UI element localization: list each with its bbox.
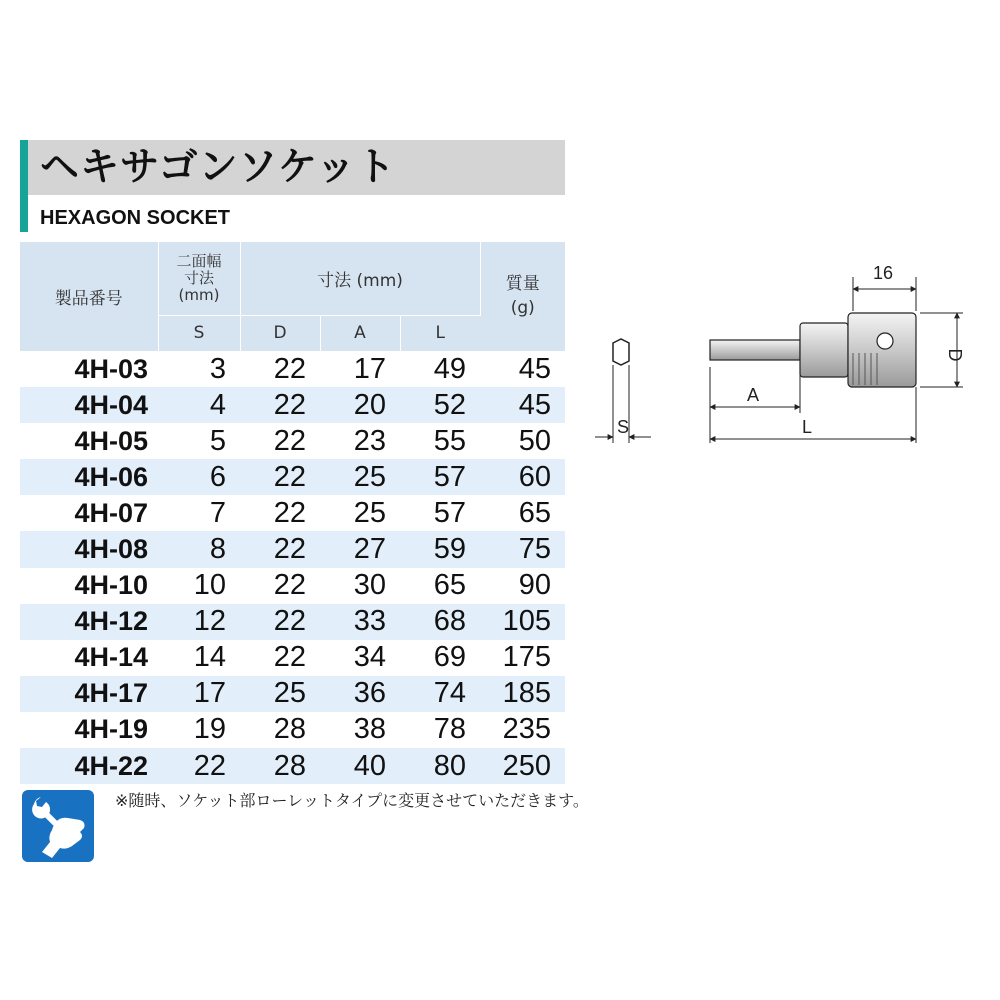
cell-d: 22 <box>240 531 320 567</box>
table-row <box>20 387 565 423</box>
cell-mass: 45 <box>480 387 565 423</box>
cell-d: 22 <box>240 604 320 640</box>
cell-s: 17 <box>158 676 240 712</box>
table-row <box>20 568 565 604</box>
header-width-across: 二面幅 寸法 (mm) <box>158 242 240 315</box>
header-a: A <box>320 315 400 351</box>
cell-s: 14 <box>193 641 226 674</box>
cell-l: 57 <box>400 459 480 495</box>
header-l: L <box>400 315 480 351</box>
header-s: S <box>158 315 240 351</box>
cell-d: 22 <box>240 387 320 423</box>
cell-s: 10 <box>193 569 226 602</box>
cell-a: 38 <box>353 713 386 746</box>
cell-mass: 50 <box>518 424 552 457</box>
title-accent-bar <box>20 140 28 232</box>
cell-l: 57 <box>433 496 467 529</box>
cell-a: 17 <box>353 352 386 385</box>
cell-s: 22 <box>158 748 240 784</box>
cell-l: 68 <box>400 604 480 640</box>
hex-end-view <box>595 339 651 443</box>
cell-a: 30 <box>353 569 386 602</box>
cell-d: 22 <box>273 641 306 674</box>
cell-d: 28 <box>273 713 306 746</box>
label-s: S <box>616 417 630 437</box>
label-a: A <box>746 385 760 405</box>
cell-l: 80 <box>400 748 480 784</box>
cell-mass: 60 <box>480 459 565 495</box>
page-title: ヘキサゴンソケット <box>40 145 397 190</box>
cell-a: 23 <box>353 424 386 457</box>
cell-model: 4H-04 <box>20 387 158 423</box>
socket-dimension-diagram <box>585 255 985 465</box>
cell-a: 33 <box>320 604 400 640</box>
cell-s: 6 <box>158 459 240 495</box>
cell-d: 22 <box>240 459 320 495</box>
table-row <box>20 459 565 495</box>
cell-mass: 75 <box>480 531 565 567</box>
cell-d: 22 <box>273 496 306 529</box>
cell-mass: 65 <box>518 496 552 529</box>
cell-l: 55 <box>433 424 467 457</box>
cell-d: 25 <box>240 676 320 712</box>
cell-a: 36 <box>320 676 400 712</box>
page-subtitle: HEXAGON SOCKET <box>40 207 231 229</box>
cell-model: 4H-14 <box>74 642 148 673</box>
header-d: D <box>240 315 320 351</box>
table-row <box>20 712 565 748</box>
cell-d: 28 <box>240 748 320 784</box>
cell-a: 40 <box>320 748 400 784</box>
cell-model: 4H-07 <box>74 497 148 528</box>
cell-a: 20 <box>320 387 400 423</box>
cell-l: 65 <box>433 569 467 602</box>
cell-a: 27 <box>320 531 400 567</box>
cell-s: 19 <box>193 713 226 746</box>
table-row <box>20 351 565 387</box>
cell-a: 25 <box>353 496 386 529</box>
spec-table <box>20 242 565 784</box>
table-row <box>20 495 565 531</box>
cell-d: 22 <box>273 569 306 602</box>
cell-l: 49 <box>433 352 467 385</box>
cell-mass: 90 <box>518 569 552 602</box>
cell-mass: 185 <box>480 676 565 712</box>
cell-model: 4H-22 <box>20 748 158 784</box>
table-row <box>20 604 565 640</box>
cell-a: 34 <box>353 641 386 674</box>
cell-model: 4H-08 <box>20 531 158 567</box>
cell-mass: 175 <box>502 641 552 674</box>
cell-model: 4H-17 <box>20 676 158 712</box>
cell-s: 3 <box>209 352 226 385</box>
cell-d: 22 <box>273 424 306 457</box>
spec-table-body <box>20 351 565 784</box>
cell-model: 4H-03 <box>74 353 148 384</box>
table-row <box>20 531 565 567</box>
table-row <box>20 423 565 459</box>
cell-model: 4H-12 <box>20 604 158 640</box>
cell-a: 25 <box>320 459 400 495</box>
cell-model: 4H-06 <box>20 459 158 495</box>
cell-l: 78 <box>433 713 467 746</box>
cell-s: 8 <box>158 531 240 567</box>
cell-l: 69 <box>433 641 467 674</box>
cell-s: 4 <box>158 387 240 423</box>
label-l: L <box>801 417 813 437</box>
table-row <box>20 640 565 676</box>
cell-d: 22 <box>273 352 306 385</box>
cell-model: 4H-19 <box>74 714 148 745</box>
header-model: 製品番号 <box>20 242 158 351</box>
footnote: ※随時、ソケット部ローレットタイプに変更させていただきます。 <box>115 791 589 810</box>
cell-s: 5 <box>209 424 226 457</box>
cell-l: 59 <box>400 531 480 567</box>
cell-l: 52 <box>400 387 480 423</box>
label-d: D <box>945 348 965 362</box>
cell-model: 4H-10 <box>74 570 148 601</box>
socket-side-view <box>710 263 965 443</box>
wrench-hand-icon <box>22 790 94 862</box>
table-row <box>20 676 565 712</box>
cell-mass: 105 <box>480 604 565 640</box>
cell-s: 12 <box>158 604 240 640</box>
cell-model: 4H-05 <box>74 425 148 456</box>
cell-l: 74 <box>400 676 480 712</box>
cell-s: 7 <box>209 496 226 529</box>
header-mass: 質量 (g) <box>480 242 565 351</box>
cell-mass: 235 <box>502 713 552 746</box>
cell-mass: 45 <box>518 352 552 385</box>
header-dimensions: 寸法 (mm) <box>240 242 480 315</box>
table-row <box>20 748 565 784</box>
label-16: 16 <box>872 263 894 283</box>
cell-mass: 250 <box>480 748 565 784</box>
